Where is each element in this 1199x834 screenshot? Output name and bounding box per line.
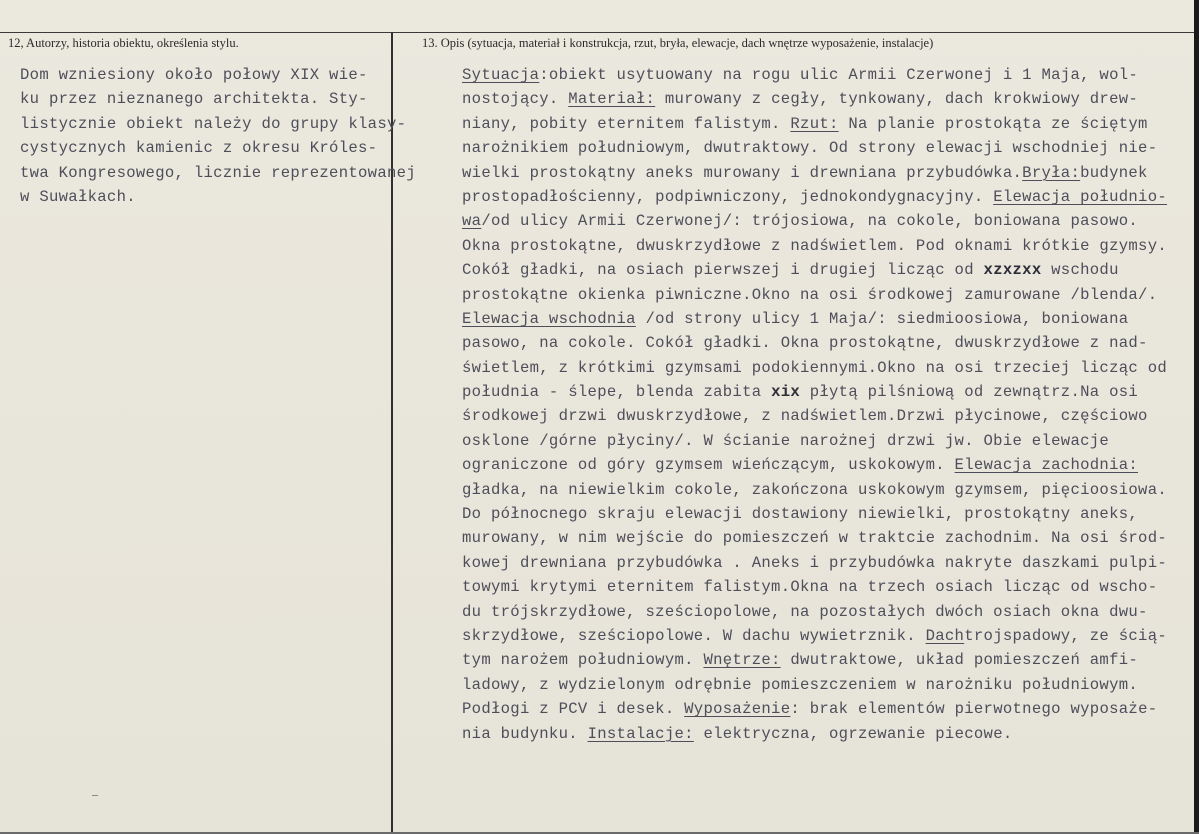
text-segment: nostojący. [462,90,569,109]
text-segment: narożnikiem południowym, dwutraktowy. Od strony elewacji wschodniej nie- [462,139,1158,158]
text-segment: du trójskrzydłowe, sześciopolowe, na pozostałych dwóch osiach okna dwu- [462,602,1148,621]
text-line [462,209,1192,233]
text-segment: pasowo, na cokole. Cokół gładki. Okna prostokątne, dwuskrzydłowe z nad- [462,334,1148,353]
text-segment: południa - ślepe, blenda zabita [462,383,772,402]
struck-text: xzxzxx [983,261,1042,280]
text-segment: osklone /górne płyciny/. W ścianie narożnej drzwi jw. Obie elewacje [462,431,1110,450]
text-segment: trojspadowy, ze ścią- [964,626,1168,645]
underlined-heading: wa [462,212,482,231]
text-line [20,87,430,111]
text-line [462,453,1192,477]
text-line [462,161,1192,185]
description-text [462,63,1192,746]
text-line [462,380,1192,404]
text-line [20,112,430,136]
text-segment: świetlem, z krótkimi gzymsami podokiennymi.Okno na osi trzeciej licząc od [462,358,1168,377]
text-segment: murowany z cegły, tynkowany, dach krokwiowy drew- [655,90,1139,109]
text-segment: Podłogi z PCV i desek. [462,700,685,719]
underlined-heading: Wyposażenie [684,700,791,719]
text-segment: /od strony ulicy 1 Maja/: siedmioosiowa, boniowana [635,309,1129,328]
underlined-heading: Rzut: [790,114,839,133]
text-segment: Okna prostokątne, dwuskrzydłowe z nadświetlem. Pod oknami krótkie gzymsy. [462,236,1168,255]
text-line [462,331,1192,355]
text-segment: ograniczone od góry gzymsem wieńczącym, uskokowym. [462,456,955,475]
text-segment: skrzydłowe, sześciopolowe. W dachu wywietrznik. [462,626,926,645]
text-segment: w Suwałkach. [20,187,136,206]
text-line [462,356,1192,380]
text-line [462,722,1192,746]
text-line [462,600,1192,624]
underlined-heading: Materiał: [568,90,656,109]
text-line [462,478,1192,502]
text-segment: dwutraktowe, układ pomieszczeń amfi- [780,651,1139,670]
authors-history-text [20,63,430,209]
text-line [462,648,1192,672]
text-segment: /od ulicy Armii Czerwonej/: trójosiowa, na cokole, boniowana pasowo. [481,212,1139,231]
text-line [20,185,430,209]
text-line [20,161,430,185]
struck-text: xix [771,383,801,402]
underlined-heading: Elewacja południo- [993,187,1168,206]
underlined-heading: Dach [925,626,965,645]
text-line [462,258,1192,282]
text-line [462,136,1192,160]
text-line [462,429,1192,453]
text-segment: :obiekt usytuowany na rogu ulic Armii Czerwonej i 1 Maja, wol- [539,66,1139,84]
text-line [462,307,1192,331]
text-segment: tym narożem południowym. [462,651,704,670]
text-line [462,502,1192,526]
text-line [462,575,1192,599]
text-segment: Dom wzniesiony około połowy XIX wie- [20,66,368,84]
text-line [462,624,1192,648]
text-segment: Cokół gładki, na osiach pierwszej i drugiej licząc od [462,261,984,280]
text-line [462,673,1192,697]
text-line [462,87,1192,111]
text-segment: wschodu [1041,261,1119,280]
text-segment: Na planie prostokąta ze ściętym [838,114,1148,133]
text-line [20,63,430,87]
text-segment: listycznie obiekt należy do grupy klasy- [20,114,407,133]
text-segment: murowany, w nim wejście do pomieszczeń w traktcie zachodnim. Na osi środ- [462,529,1168,548]
text-line [462,283,1192,307]
text-segment: gładka, na niewielkim cokole, zakończona uskokowym gzymsem, pięcioosiowa. [462,480,1168,499]
text-segment: cystycznych kamienic z okresu Króles- [20,139,378,158]
text-segment: nia budynku. [462,724,588,743]
margin-mark [92,795,98,796]
text-line [462,63,1192,87]
text-line [462,551,1192,575]
text-segment: kowej drewniana przybudówka . Aneks i przybudówka nakryte daszkami pulpi- [462,553,1168,572]
text-segment: elektryczna, ogrzewanie piecowe. [693,724,1013,743]
text-segment: twa Kongresowego, licznie reprezentowanej [20,163,416,182]
underlined-heading: Elewacja zachodnia: [954,456,1139,475]
text-segment: płytą pilśniową od zewnątrz.Na osi [800,383,1139,402]
text-segment: wielki prostokątny aneks murowany i drewniana przybudówka. [462,163,1023,182]
underlined-heading: Bryła: [1022,163,1081,182]
underlined-heading: Elewacja wschodnia [462,309,636,328]
text-line [462,112,1192,136]
text-line [462,234,1192,258]
text-segment: środkowej drzwi dwuskrzydłowe, z nadświetlem.Drzwi płycinowe, częściowo [462,407,1148,426]
text-segment: prostokątne okienka piwniczne.Okno na osi środkowej zamurowane /blenda/. [462,285,1158,304]
page-edge [1194,0,1199,834]
section-13-header: 13. Opis (sytuacja, materiał i konstrukcja, rzut, bryła, elewacje, dach wnętrze wyposażenie, instalacje) [422,36,934,50]
text-segment: ku przez nieznanego architekta. Sty- [20,90,368,109]
text-segment: Do północnego skraju elewacji dostawiony niewielki, prostokątny aneks, [462,505,1139,524]
section-12-header: 12, Autorzy, historia obiektu, określenia stylu. [8,36,239,50]
text-segment: towymi krytymi eternitem falistym.Okna na trzech osiach licząc od wscho- [462,578,1158,597]
text-segment: ladowy, z wydzielonym odrębnie pomieszczeniem w narożniku południowym. [462,675,1139,694]
text-segment: : brak elementów pierwotnego wyposaże- [790,700,1158,719]
text-segment: niany, pobity eternitem falistym. [462,114,791,133]
underlined-heading: Wnętrze: [703,651,781,670]
text-line [462,185,1192,209]
text-line [462,526,1192,550]
text-segment: prostopadłościenny, podpiwniczony, jednokondygnacyjny. [462,187,994,206]
text-line [462,697,1192,721]
text-line [20,136,430,160]
underlined-heading: Instalacje: [587,724,694,743]
header-rule [0,32,1199,33]
underlined-heading: Sytuacja [462,66,540,84]
text-line [462,404,1192,428]
text-segment: budynek [1080,163,1148,182]
